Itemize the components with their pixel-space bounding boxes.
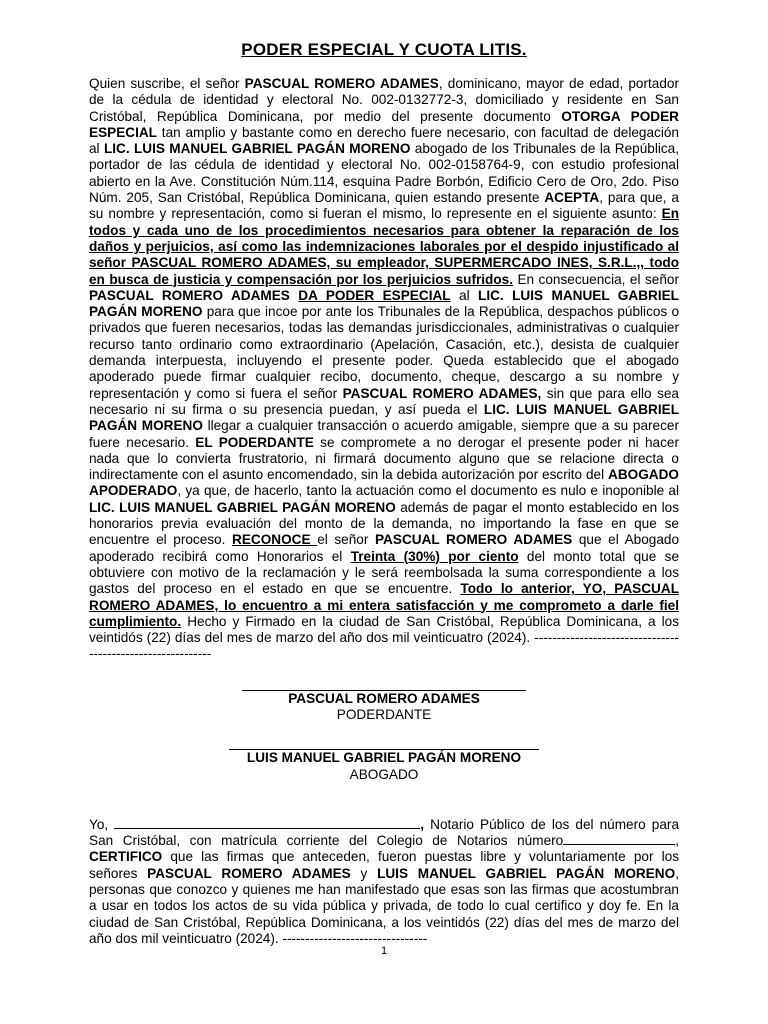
- text-run: al: [450, 287, 479, 303]
- acceptance-clause: Todo lo anterior, YO, PASCUAL ROMERO ADAMES, lo encuentro a mi entera satisfacción y me comprometo a darle fiel cumplimiento.: [89, 581, 679, 629]
- bold-run: LIC. LUIS MANUEL GABRIEL PAGÁN MORENO: [89, 401, 679, 434]
- notary-number-blank: [563, 834, 675, 845]
- bold-run: LIC. LUIS MANUEL GABRIEL PAGÁN MORENO: [89, 499, 396, 515]
- text-run: para que incoe por ante los Tribunales de la República, despachos públicos o privados que fueren necesarios, todas las demandas jurisdiccionales, administrativas o cualquier recurso tanto ordinario como extraordinario (Apelación, Casación, etc.), desista de cualquier demanda interpuesta, incluyendo el presente poder. Queda establecido que el abogado apoderado puede firmar cualquier recibo, documento, cheque, descargo a su nombre y representación y como si fuera el señor: [89, 304, 680, 401]
- bold-run: ACEPTA: [544, 190, 600, 206]
- notary-name-blank: [114, 818, 420, 829]
- signature-block-grantor: [89, 690, 679, 724]
- bold-run: PASCUAL ROMERO ADAMES: [89, 287, 290, 303]
- document-title: PODER ESPECIAL Y CUOTA LITIS.: [241, 40, 527, 59]
- text-run: que el Abogado apoderado recibirá como Honorarios el: [89, 532, 680, 564]
- bold-underline-run: RECONOCE: [232, 532, 318, 548]
- signer-name: PASCUAL ROMERO ADAMES: [288, 690, 480, 706]
- subject-clause: En todos y cada uno de los procedimientos necesarios para obtener la reparación de los daños y perjuicios, así como las indemnizaciones laborales por el despido injustificado al señor PASCUAL ROMERO ADAMES, su empleador, SUPERMERCADO INES, S.R.L.,, todo en busca de justicia y compensación por los perjuicios sufridos.: [89, 206, 679, 287]
- bold-run: PASCUAL ROMERO ADAMES: [147, 865, 351, 881]
- signature-block-attorney: [89, 749, 679, 783]
- bold-run: PASCUAL ROMERO ADAMES,: [342, 385, 542, 401]
- text-run: del monto total que se obtuviere con motivo de la reclamación y le será reembolsada la suma correspondiente a los gastos del proceso en el estado en que se encuentre.: [89, 548, 679, 597]
- text-run: abogado de los Tribunales de la República, portador de las cédula de identidad y electoral No. 002-0158764-9, con estudio profesional abierto en la Ave. Constitución Núm.114, esquina Padre Borbón, Edificio Cero de Oro, 2do. Piso Núm. 205, San Cristóbal, República Dominicana, quien estando presente: [89, 141, 679, 206]
- bold-run: PASCUAL ROMERO ADAMES: [244, 76, 439, 91]
- bold-run: LIC. LUIS MANUEL GABRIEL PAGÁN MORENO: [89, 287, 679, 320]
- bold-run: CERTIFICO: [89, 849, 163, 865]
- bold-run: LUIS MANUEL GABRIEL PAGÁN MORENO: [377, 865, 676, 881]
- main-paragraph: [89, 76, 679, 663]
- text-run: que las firmas que anteceden, fueron puestas libre y voluntariamente por los señores: [89, 849, 679, 881]
- text-run: sin que para ello sea necesario ni su firma o su presencia puedan, y así pueda el: [89, 385, 679, 417]
- text-run: Quien suscribe, el señor: [89, 76, 245, 91]
- text-run: Yo,: [89, 816, 115, 832]
- page-number: 1: [380, 945, 388, 957]
- text-run: el señor: [317, 532, 375, 548]
- bold-run: PASCUAL ROMERO ADAMES: [375, 532, 573, 548]
- text-run: Hecho y Firmado en la ciudad de San Cristóbal, República Dominicana, a los veintidós (22) días del mes de marzo del año dos mil veinticuatro (2024). -----------------------------------------------------------: [89, 613, 679, 662]
- text-run: además de pagar el monto establecido en los honorarios previa evaluación del monto de la demanda, no importando la fase en que se encuentre el proceso.: [89, 499, 679, 548]
- signer-role: PODERDANTE: [336, 706, 432, 722]
- bold-run: ,: [420, 816, 425, 832]
- bold-run: ABOGADO APODERADO: [89, 467, 679, 499]
- bold-underline-run: DA PODER ESPECIAL: [298, 287, 451, 303]
- text-run: , para que, a su nombre y representación, como si fueran el mismo, lo represente en el siguiente asunto:: [89, 190, 679, 222]
- bold-run: OTORGA PODER ESPECIAL: [89, 108, 679, 140]
- fee-percentage: Treinta (30%) por ciento: [350, 548, 519, 564]
- signer-name: LUIS MANUEL GABRIEL PAGÁN MORENO: [246, 750, 522, 766]
- text-run: y: [350, 865, 378, 881]
- bold-run: LIC. LUIS MANUEL GABRIEL PAGÁN MORENO: [103, 141, 411, 157]
- text-run: llegar a cualquier transacción o acuerdo amigable, siempre que a su parecer fuere necesario.: [89, 418, 679, 450]
- text-run: En consecuencia, el señor: [512, 271, 679, 287]
- text-run: , ya que, de hacerlo, tanto la actuación como el documento es nulo e inoponible al: [177, 483, 679, 499]
- text-run: Notario Público de los del número para San Cristóbal, con matrícula corriente del Colegio de Notarios número: [89, 816, 679, 849]
- notary-paragraph: [89, 817, 679, 947]
- text-run: , personas que conozco y quienes me han manifestado que esas son las firmas que acostumbran a usar en todos los actos de su vida pública y privada, de todo lo cual certifico y doy fe. En la ciudad de San Cristóbal, República Dominicana, a los veintidós (22) días del mes de marzo del año dos mil veinticuatro (2024). --------------------------------: [89, 865, 679, 946]
- text-run: se compromete a no derogar el presente poder ni hacer nada que lo convierta frustratorio, ni firmará documento alguno que se relacione directa o indirectamente con el asunto encomendado, sin la debida autorización por escrito del: [89, 434, 679, 483]
- bold-run: EL PODERDANTE: [195, 434, 314, 450]
- text-run: tan amplio y bastante como en derecho fuere necesario, con facultad de delegación al: [89, 124, 679, 157]
- text-run: ,: [675, 833, 679, 849]
- signer-role: ABOGADO: [349, 766, 419, 782]
- text-run: , dominicano, mayor de edad, portador de la cédula de identidad y electoral No. 002-0132772-3, domiciliado y residente en San Cristóbal, República Dominicana, por medio del presente documento: [89, 76, 679, 124]
